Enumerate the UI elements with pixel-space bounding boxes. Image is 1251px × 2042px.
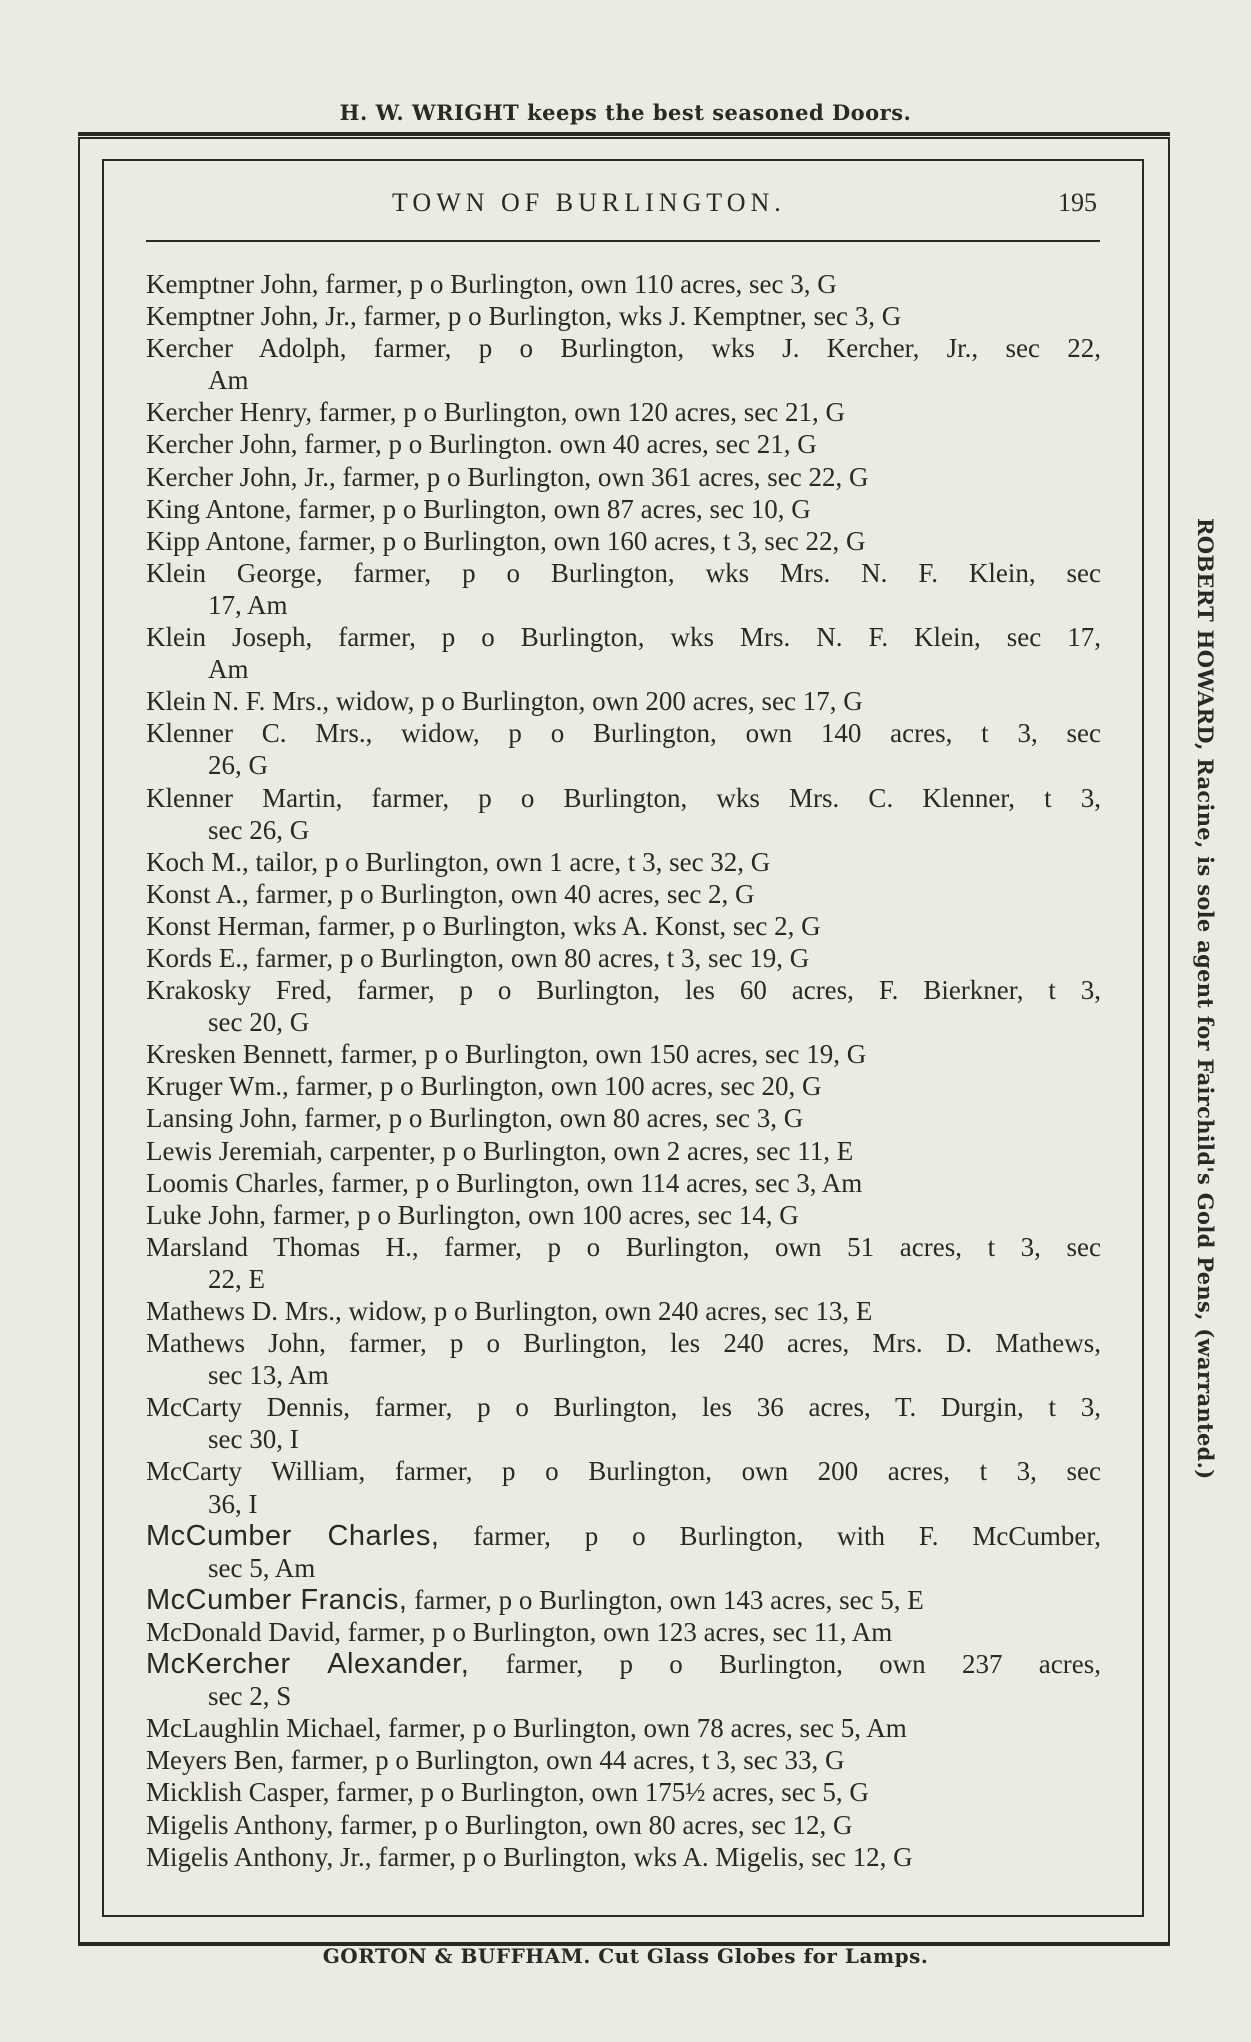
entry-text: Mathews John, farmer, p o Burlington, les 240 acres, Mrs. D. Mathews,	[146, 1328, 1101, 1359]
entry-text: Kruger Wm., farmer, p o Burlington, own 100 acres, sec 20, G	[146, 1071, 822, 1102]
top-advertisement: H. W. WRIGHT keeps the best seasoned Doors.	[339, 100, 912, 125]
directory-entry	[146, 1809, 1101, 1841]
directory-entries	[146, 268, 1101, 1873]
directory-entry	[146, 1231, 1101, 1295]
directory-entry	[146, 1199, 1101, 1231]
entry-text: farmer, p o Burlington, own 143 acres, sec 5, E	[407, 1584, 924, 1615]
entry-text: McCarty William, farmer, p o Burlington, own 200 acres, t 3, sec	[146, 1456, 1101, 1487]
directory-entry	[146, 910, 1101, 942]
entry-line	[146, 332, 1101, 364]
entry-line	[146, 1038, 1101, 1070]
entry-line	[146, 1295, 1101, 1327]
entry-text: McCarty Dennis, farmer, p o Burlington, les 36 acres, T. Durgin, t 3,	[146, 1392, 1101, 1423]
entry-text: King Antone, farmer, p o Burlington, own 87 acres, sec 10, G	[146, 493, 811, 524]
directory-entry	[146, 942, 1101, 974]
entry-line	[146, 1776, 1101, 1808]
entry-text: Klenner Martin, farmer, p o Burlington, wks Mrs. C. Klenner, t 3,	[146, 782, 1101, 813]
entry-text: Kemptner John, farmer, p o Burlington, own 110 acres, sec 3, G	[146, 269, 837, 299]
entry-line	[146, 1455, 1101, 1487]
entry-line	[146, 1391, 1101, 1423]
top-rule	[78, 132, 1170, 136]
entry-text: Lansing John, farmer, p o Burlington, own 80 acres, sec 3, G	[146, 1103, 804, 1134]
directory-entry	[146, 1584, 1101, 1616]
entry-text: Kipp Antone, farmer, p o Burlington, own 160 acres, t 3, sec 22, G	[146, 525, 866, 556]
entry-line	[146, 268, 1101, 300]
directory-entry	[146, 1648, 1101, 1712]
entry-line	[146, 717, 1101, 749]
entry-continuation: sec 20, G	[208, 1007, 310, 1038]
directory-entry	[146, 1038, 1101, 1070]
directory-entry	[146, 621, 1101, 685]
entry-line	[146, 1167, 1101, 1199]
directory-entry	[146, 1070, 1101, 1102]
running-head: TOWN OF BURLINGTON.	[392, 188, 786, 217]
directory-entry	[146, 1135, 1101, 1167]
entry-text: Meyers Ben, farmer, p o Burlington, own 44 acres, t 3, sec 33, G	[146, 1745, 845, 1776]
directory-entry	[146, 461, 1101, 493]
entry-name-bold: McCumber Francis,	[146, 1583, 408, 1616]
directory-entry	[146, 396, 1101, 428]
entry-line	[146, 910, 1101, 942]
entry-line	[146, 1841, 1101, 1873]
directory-entry	[146, 1391, 1101, 1455]
entry-text: Kercher John, Jr., farmer, p o Burlington, own 361 acres, sec 22, G	[146, 461, 869, 492]
directory-entry	[146, 1327, 1101, 1391]
entry-line	[146, 1231, 1101, 1263]
entry-line	[146, 1327, 1101, 1359]
entry-continuation: 17, Am	[208, 589, 288, 620]
entry-text: Koch M., tailor, p o Burlington, own 1 acre, t 3, sec 32, G	[146, 846, 771, 877]
entry-text: Mathews D. Mrs., widow, p o Burlington, own 240 acres, sec 13, E	[146, 1296, 873, 1326]
entry-continuation: sec 2, S	[208, 1681, 292, 1712]
directory-entry	[146, 782, 1101, 846]
entry-line	[146, 1648, 1101, 1680]
entry-line	[146, 428, 1101, 460]
entry-line	[146, 782, 1101, 814]
entry-line	[146, 461, 1101, 493]
directory-entry	[146, 1295, 1101, 1327]
entry-name-bold: McKercher Alexander,	[146, 1648, 470, 1681]
page-number: 195	[1058, 188, 1097, 217]
directory-entry	[146, 525, 1101, 557]
entry-line	[146, 878, 1101, 910]
directory-entry	[146, 1102, 1101, 1134]
directory-entry	[146, 878, 1101, 910]
entry-continuation: sec 26, G	[208, 814, 310, 845]
directory-entry	[146, 1776, 1101, 1808]
entry-text: Luke John, farmer, p o Burlington, own 100 acres, sec 14, G	[146, 1199, 799, 1230]
directory-entry	[146, 846, 1101, 878]
entry-text: Klein George, farmer, p o Burlington, wks Mrs. N. F. Klein, sec	[146, 557, 1101, 588]
entry-line	[146, 557, 1101, 589]
entry-line	[146, 846, 1101, 878]
header-rule	[146, 240, 1100, 242]
entry-text: Migelis Anthony, Jr., farmer, p o Burlington, wks A. Migelis, sec 12, G	[146, 1841, 913, 1872]
directory-entry	[146, 332, 1101, 396]
entry-continuation: Am	[208, 365, 249, 396]
entry-text: Kercher John, farmer, p o Burlington. own 40 acres, sec 21, G	[146, 429, 817, 460]
entry-text: Lewis Jeremiah, carpenter, p o Burlington, own 2 acres, sec 11, E	[146, 1135, 854, 1166]
directory-entry	[146, 1712, 1101, 1744]
entry-line	[146, 1135, 1101, 1167]
bottom-advertisement: GORTON & BUFFHAM. Cut Glass Globes for Lamps.	[322, 1944, 929, 1968]
entry-line	[146, 621, 1101, 653]
directory-entry	[146, 300, 1101, 332]
entry-continuation: Am	[208, 654, 249, 685]
entry-line	[146, 300, 1101, 332]
directory-entry	[146, 1841, 1101, 1873]
entry-text: McLaughlin Michael, farmer, p o Burlington, own 78 acres, sec 5, Am	[146, 1713, 907, 1744]
entry-text: Kemptner John, Jr., farmer, p o Burlington, wks J. Kemptner, sec 3, G	[146, 301, 902, 332]
entry-line	[146, 493, 1101, 525]
entry-line	[146, 685, 1101, 717]
entry-text: Kresken Bennett, farmer, p o Burlington, own 150 acres, sec 19, G	[146, 1039, 867, 1070]
directory-entry	[146, 1455, 1101, 1519]
entry-line	[146, 942, 1101, 974]
directory-entry	[146, 493, 1101, 525]
entry-continuation: 22, E	[208, 1263, 265, 1294]
entry-text: Konst Herman, farmer, p o Burlington, wks A. Konst, sec 2, G	[146, 910, 821, 941]
entry-text: farmer, p o Burlington, with F. McCumber,	[439, 1520, 1102, 1551]
entry-line	[146, 525, 1101, 557]
directory-entry	[146, 557, 1101, 621]
entry-continuation: sec 13, Am	[208, 1360, 329, 1391]
directory-entry	[146, 685, 1101, 717]
entry-continuation: 36, I	[208, 1488, 258, 1519]
entry-text: Klein Joseph, farmer, p o Burlington, wks Mrs. N. F. Klein, sec 17,	[146, 622, 1101, 653]
entry-text: Konst A., farmer, p o Burlington, own 40 acres, sec 2, G	[146, 878, 755, 909]
directory-entry	[146, 268, 1101, 300]
entry-line	[146, 1102, 1101, 1134]
entry-text: Kords E., farmer, p o Burlington, own 80 acres, t 3, sec 19, G	[146, 942, 810, 973]
directory-entry	[146, 428, 1101, 460]
entry-line	[146, 1744, 1101, 1776]
entry-line	[146, 1584, 1101, 1616]
entry-line	[146, 1520, 1101, 1552]
entry-text: Marsland Thomas H., farmer, p o Burlington, own 51 acres, t 3, sec	[146, 1231, 1101, 1262]
entry-continuation: sec 5, Am	[208, 1552, 316, 1583]
entry-text: Micklish Casper, farmer, p o Burlington, own 175½ acres, sec 5, G	[146, 1777, 869, 1808]
entry-line	[146, 974, 1101, 1006]
entry-text: Klenner C. Mrs., widow, p o Burlington, own 140 acres, t 3, sec	[146, 718, 1101, 749]
side-advertisement: ROBERT HOWARD, Racine, is sole agent for Fairchild's Gold Pens, (warranted.)	[1193, 518, 1218, 1480]
entry-text: Migelis Anthony, farmer, p o Burlington, own 80 acres, sec 12, G	[146, 1809, 853, 1840]
entry-text: Kercher Henry, farmer, p o Burlington, own 120 acres, sec 21, G	[146, 397, 845, 428]
directory-entry	[146, 1520, 1101, 1584]
entry-text: Kercher Adolph, farmer, p o Burlington, wks J. Kercher, Jr., sec 22,	[146, 333, 1101, 364]
directory-entry	[146, 974, 1101, 1038]
entry-line	[146, 1809, 1101, 1841]
entry-text: McDonald David, farmer, p o Burlington, own 123 acres, sec 11, Am	[146, 1616, 893, 1647]
directory-entry	[146, 1167, 1101, 1199]
entry-line	[146, 1070, 1101, 1102]
entry-line	[146, 396, 1101, 428]
entry-continuation: sec 30, I	[208, 1424, 299, 1455]
entry-text: Krakosky Fred, farmer, p o Burlington, les 60 acres, F. Bierkner, t 3,	[146, 975, 1101, 1006]
entry-line	[146, 1712, 1101, 1744]
entry-continuation: 26, G	[208, 750, 268, 781]
entry-text: Klein N. F. Mrs., widow, p o Burlington, own 200 acres, sec 17, G	[146, 686, 863, 717]
entry-line	[146, 1616, 1101, 1648]
entry-text: Loomis Charles, farmer, p o Burlington, own 114 acres, sec 3, Am	[146, 1167, 863, 1198]
directory-entry	[146, 1616, 1101, 1648]
entry-text: farmer, p o Burlington, own 237 acres,	[469, 1649, 1101, 1680]
directory-entry	[146, 717, 1101, 781]
entry-line	[146, 1199, 1101, 1231]
entry-name-bold: McCumber Charles,	[146, 1519, 440, 1552]
directory-entry	[146, 1744, 1101, 1776]
